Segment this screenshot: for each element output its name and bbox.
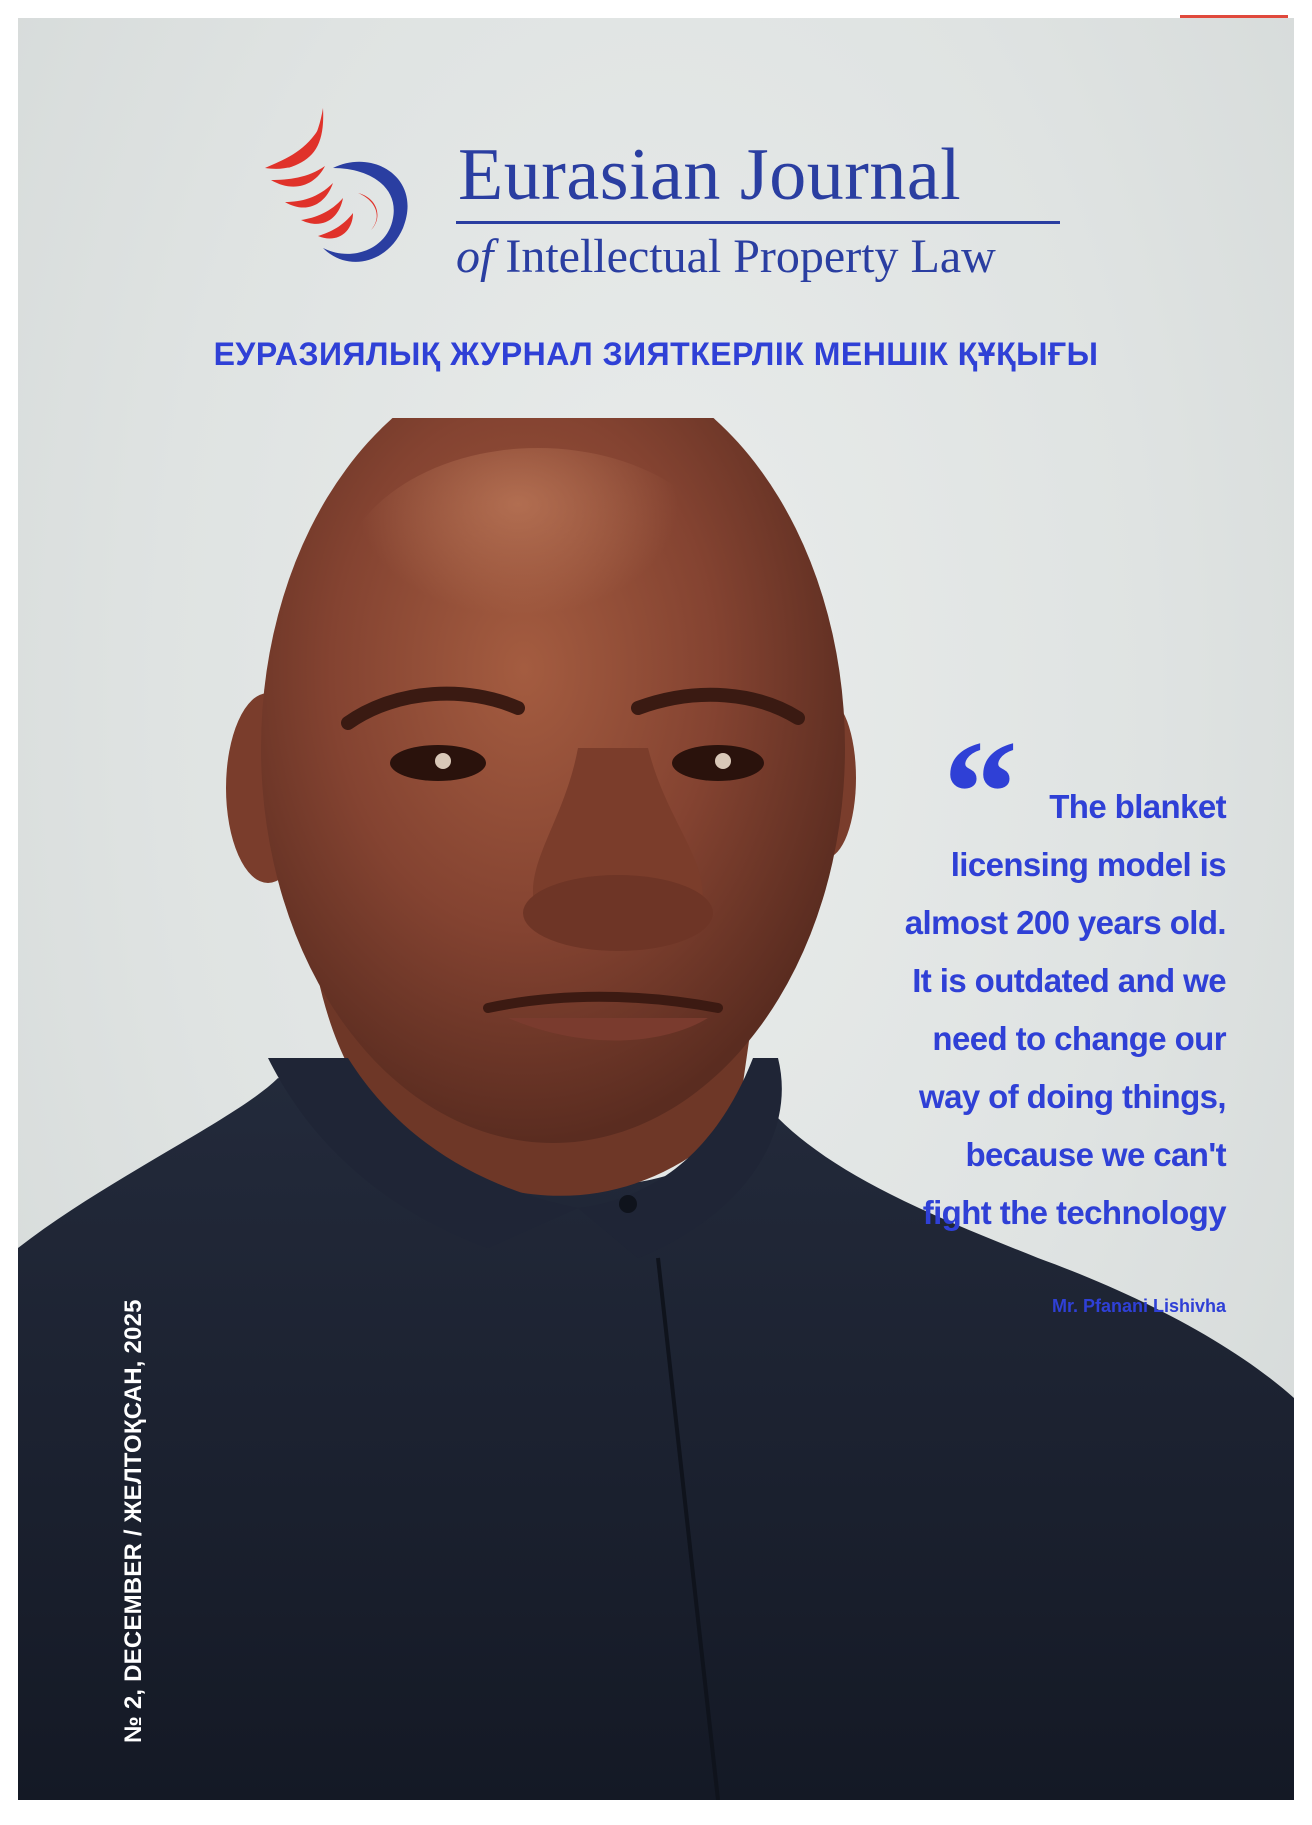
quote-line: way of doing things, <box>919 1078 1226 1115</box>
quote-author: Mr. Pfanani Lishivha <box>1051 1296 1226 1316</box>
open-quote-icon: “ <box>943 710 1018 876</box>
journal-cover <box>18 18 1294 1800</box>
quote-line: fight the technology <box>922 1194 1226 1231</box>
phoenix-bird-icon <box>263 98 453 288</box>
issue-label: № 2, DECEMBER / ЖЕЛТОҚСАН, 2025 <box>120 1299 147 1743</box>
quote-line: licensing model is <box>950 846 1226 883</box>
logo-divider <box>456 221 1060 224</box>
journal-subtitle <box>456 230 996 283</box>
subtitle-rest: Intellectual Property Law <box>493 230 996 283</box>
kazakh-title: ЕУРАЗИЯЛЫҚ ЖУРНАЛ ЗИЯТКЕРЛІК МЕНШІК ҚҰҚЫҒЫ <box>213 336 1099 372</box>
quote-line: need to change our <box>932 1020 1226 1057</box>
subtitle-of: of <box>456 230 494 283</box>
journal-title: Eurasian Journal <box>458 134 962 216</box>
quote-line: almost 200 years old. <box>904 904 1226 941</box>
quote-line: because we can't <box>965 1136 1226 1173</box>
journal-logo <box>263 98 1063 298</box>
quote-line: The blanket <box>1049 788 1226 825</box>
pull-quote <box>806 778 1226 1242</box>
quote-line: It is outdated and we <box>912 962 1226 999</box>
